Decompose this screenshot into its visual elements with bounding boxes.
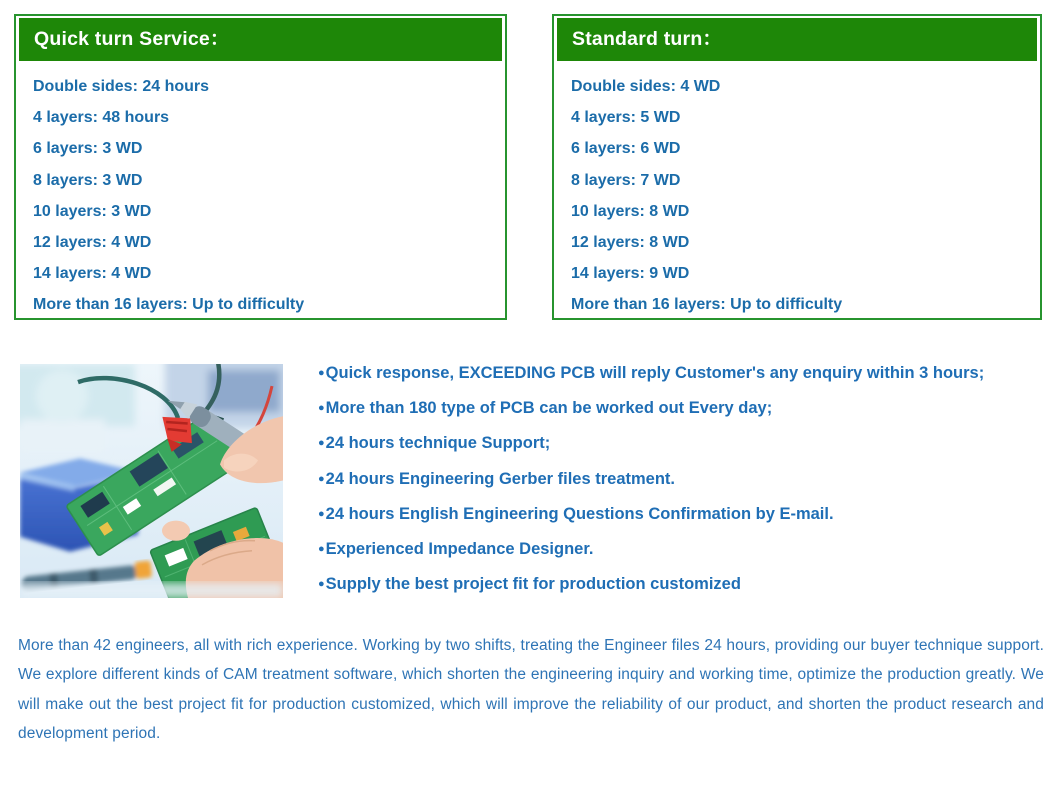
bullet-icon: ● bbox=[318, 472, 325, 485]
feature-item bbox=[318, 532, 1050, 567]
list-item: 12 layers: 4 WD bbox=[33, 234, 152, 252]
foreground-haze bbox=[20, 583, 283, 598]
quick-turn-list bbox=[16, 61, 505, 321]
bullet-icon: ● bbox=[318, 402, 325, 415]
standard-turn-list bbox=[554, 61, 1040, 321]
list-item: More than 16 layers: Up to difficulty bbox=[33, 296, 305, 314]
feature-text: 24 hours English Engineering Questions Confirmation by E-mail. bbox=[325, 504, 834, 523]
feature-text: Quick response, EXCEEDING PCB will reply Customer's any enquiry within 3 hours; bbox=[325, 364, 985, 382]
feature-text: Experienced Impedance Designer. bbox=[325, 540, 594, 559]
feature-item bbox=[318, 462, 1050, 497]
list-item: 10 layers: 8 WD bbox=[571, 202, 690, 220]
quick-turn-panel bbox=[14, 14, 507, 320]
feature-text: Supply the best project fit for production customized bbox=[325, 575, 741, 594]
list-item: 8 layers: 7 WD bbox=[571, 171, 681, 189]
bullet-icon: ● bbox=[318, 543, 325, 556]
list-item: More than 16 layers: Up to difficulty bbox=[571, 296, 843, 314]
standard-turn-panel-title: Standard turn： bbox=[557, 18, 1037, 61]
bullet-icon: ● bbox=[318, 437, 325, 450]
standard-turn-panel bbox=[552, 14, 1042, 320]
description-paragraph: More than 42 engineers, all with rich experience. Working by two shifts, treating the Engineer files 24 hours, providing our buyer technique support. We explore different kinds of CAM treatment software, which shorten the engineering inquiry and working time, optimize the production greatly. We will make out the best project fit for production customized, which will improve the reliability of our product, and shorten the product research and development period. bbox=[18, 637, 1044, 743]
feature-item bbox=[318, 497, 1050, 532]
list-item: 14 layers: 4 WD bbox=[33, 265, 152, 283]
pcb-testing-photo bbox=[20, 364, 283, 598]
feature-list bbox=[318, 356, 1050, 602]
feature-item bbox=[318, 567, 1050, 602]
quick-turn-panel-title: Quick turn Service： bbox=[19, 18, 502, 61]
feature-text: 24 hours Engineering Gerber files treatment. bbox=[325, 469, 676, 488]
feature-text: More than 180 type of PCB can be worked out Every day; bbox=[325, 399, 773, 418]
list-item: 4 layers: 48 hours bbox=[33, 109, 170, 127]
list-item: 12 layers: 8 WD bbox=[571, 234, 690, 252]
list-item: 10 layers: 3 WD bbox=[33, 202, 152, 220]
feature-item bbox=[318, 356, 1050, 391]
list-item: Double sides: 24 hours bbox=[33, 78, 210, 95]
feature-item bbox=[318, 426, 1050, 461]
list-item: 8 layers: 3 WD bbox=[33, 171, 143, 189]
list-item: 14 layers: 9 WD bbox=[571, 265, 690, 283]
bullet-icon: ● bbox=[318, 507, 325, 520]
pcb-photo-illustration bbox=[20, 364, 283, 598]
bullet-icon: ● bbox=[318, 578, 325, 591]
list-item: 4 layers: 5 WD bbox=[571, 109, 681, 127]
feature-text: 24 hours technique Support; bbox=[325, 434, 551, 453]
bullet-icon: ● bbox=[318, 367, 325, 379]
list-item: Double sides: 4 WD bbox=[571, 78, 721, 95]
list-item: 6 layers: 3 WD bbox=[33, 140, 143, 158]
list-item: 6 layers: 6 WD bbox=[571, 140, 681, 158]
feature-item bbox=[318, 391, 1050, 426]
